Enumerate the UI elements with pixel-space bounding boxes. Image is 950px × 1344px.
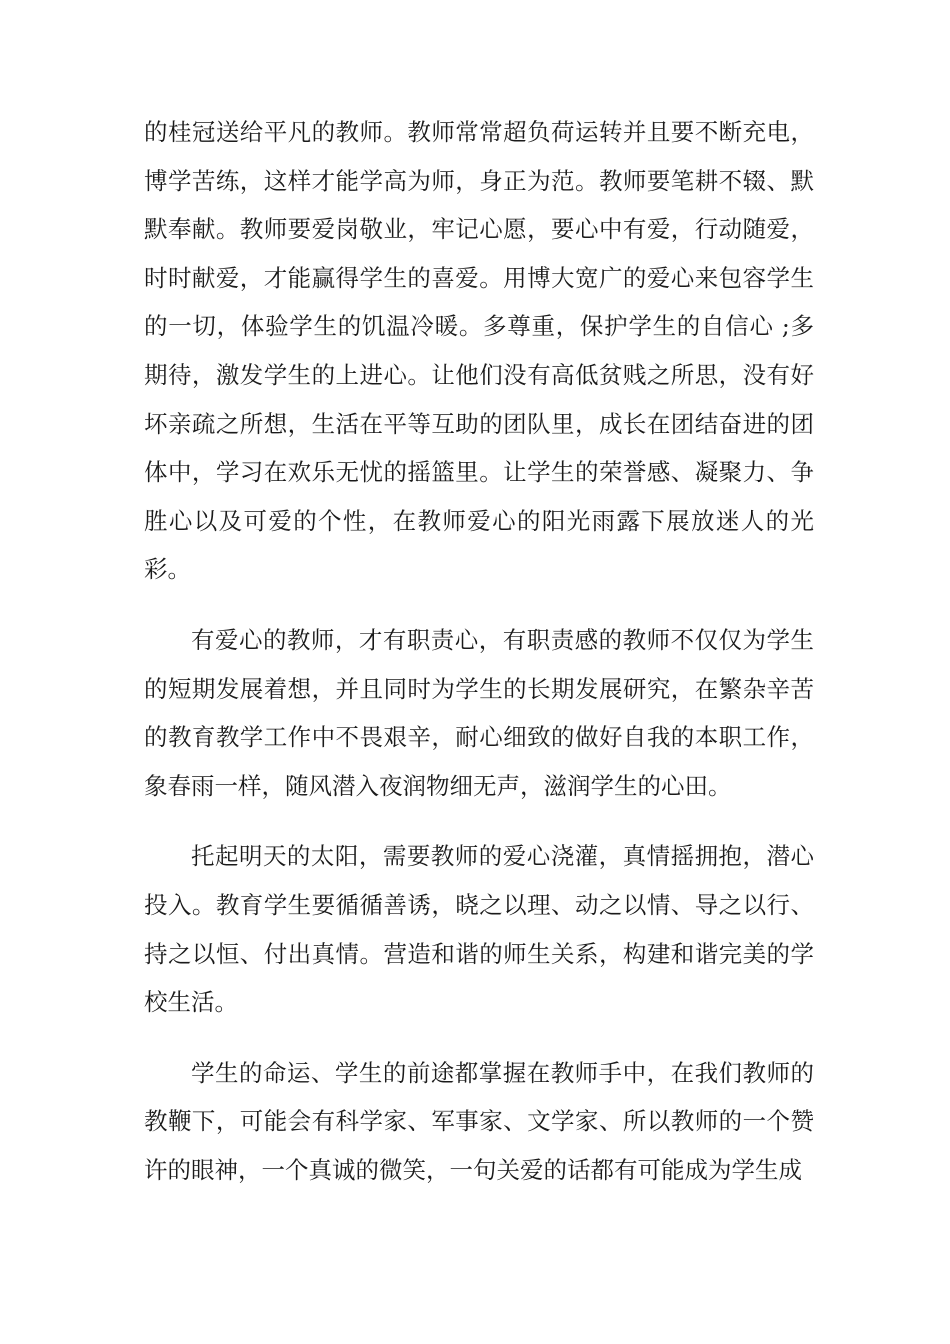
paragraph-2: 有爱心的教师，才有职责心，有职责感的教师不仅仅为学生的短期发展着想，并且同时为学生的长期发展研究，在繁杂辛苦的教育教学工作中不畏艰辛，耐心细致的做好自我的本职工作，象春雨一样，随风潜入夜润物细无声，滋润学生的心田。 [144, 625, 814, 800]
paragraph-1: 的桂冠送给平凡的教师。教师常常超负荷运转并且要不断充电，博学苦练，这样才能学高为师，身正为范。教师要笔耕不辍、默默奉献。教师要爱岗敬业，牢记心愿，要心中有爱，行动随爱，时时献爱，才能赢得学生的喜爱。用博大宽广的爱心来包容学生的一切，体验学生的饥温冷暖。多尊重，保护学生的自信心 ;多期待，激发学生的上进心。让他们没有高低贫贱之所思，没有好坏亲疏之所想，生活在平等互助的团队里，成长在团结奋进的团体中，学习在欢乐无忧的摇篮里。让学生的荣誉感、凝聚力、争胜心以及可爱的个性，在教师爱心的阳光雨露下展放迷人的光彩。 [144, 118, 814, 584]
document-body [144, 108, 814, 1216]
paragraph-4: 学生的命运、学生的前途都掌握在教师手中，在我们教师的教鞭下，可能会有科学家、军事家、文学家、所以教师的一个赞许的眼神，一个真诚的微笑，一句关爱的话都有可能成为学生成 [144, 1058, 814, 1184]
paragraph-3: 托起明天的太阳，需要教师的爱心浇灌，真情摇拥抱，潜心投入。教育学生要循循善诱，晓之以理、动之以情、导之以行、持之以恒、付出真情。营造和谐的师生关系，构建和谐完美的学校生活。 [144, 842, 814, 1017]
